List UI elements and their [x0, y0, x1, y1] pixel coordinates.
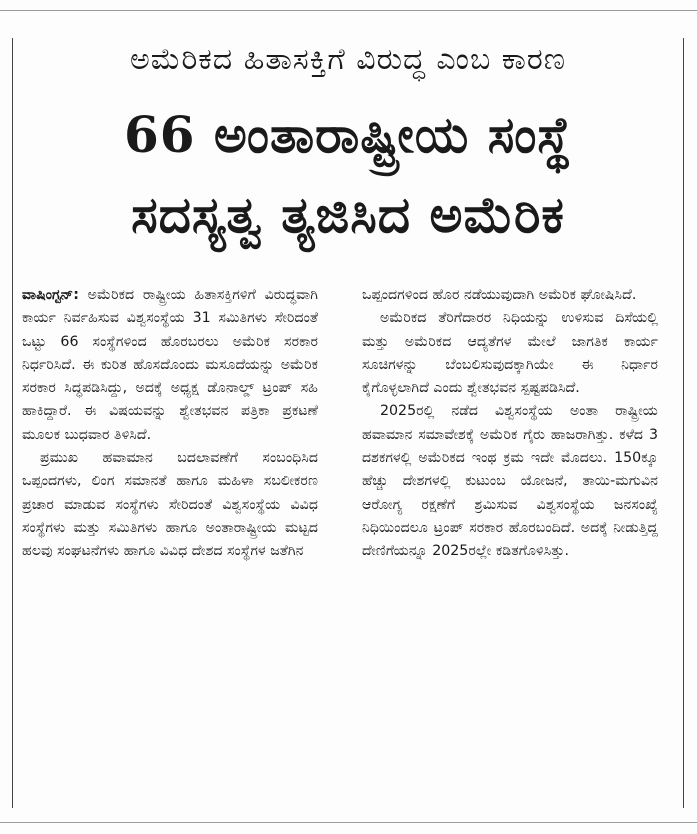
- paragraph-2: ಪ್ರಮುಖ ಹವಾಮಾನ ಬದಲಾವಣೆಗೆ ಸಂಬಂಧಿಸಿದ ಒಪ್ಪಂದಗಳು, ಲಿಂಗ ಸಮಾನತೆ ಹಾಗೂ ಮಹಿಳಾ ಸಬಲೀಕರಣ ಪ್ರಚಾರ ಮಾಡುವ ಸಂಸ್ಥೆಗಳು ಸೇರಿದಂತೆ ವಿಶ್ವಸಂಸ್ಥೆಯ ವಿವಿಧ ಸಂಸ್ಥೆಗಳು ಮತ್ತು ಸಮಿತಿಗಳು ಹಾಗೂ ಅಂತಾರಾಷ್ಟ್ರೀಯ ಮಟ್ಟದ ಹಲವು ಸಂಘಟನೆಗಳು ಹಾಗೂ ವಿವಿಧ ದೇಶದ ಸಂಸ್ಥೆಗಳ ಜತೆಗಿನ: [22, 450, 318, 560]
- headline-line-1: 66 ಅಂತಾರಾಷ್ಟ್ರೀಯ ಸಂಸ್ಥೆ: [123, 105, 573, 164]
- kicker-subheading: ಅಮೆರಿಕದ ಹಿತಾಸಕ್ತಿಗೆ ವಿರುದ್ಧ ಎಂಬ ಕಾರಣ: [129, 42, 567, 77]
- paragraph-2-continued: ಒಪ್ಪಂದಗಳಿಂದ ಹೊರ ನಡೆಯುವುದಾಗಿ ಅಮೆರಿಕ ಘೋಷಿಸಿದೆ.: [362, 287, 637, 303]
- dateline: ವಾಷಿಂಗ್ಟನ್:: [22, 287, 79, 303]
- paragraph-1-body: ಅಮೆರಿಕದ ರಾಷ್ಟ್ರೀಯ ಹಿತಾಸಕ್ತಿಗಳಿಗೆ ವಿರುದ್ಧವಾಗಿ ಕಾರ್ಯ ನಿರ್ವಹಿಸುವ ವಿಶ್ವಸಂಸ್ಥೆಯ 31 ಸಮಿತಿಗಳು ಸೇರಿದಂತೆ ಒಟ್ಟು 66 ಸಂಸ್ಥೆಗಳಿಂದ ಹೊರಬರಲು ಅಮೆರಿಕ ಸರಕಾರ ನಿರ್ಧರಿಸಿದೆ. ಈ ಕುರಿತ ಹೊಸದೊಂದು ಮಸೂದೆಯನ್ನು ಅಮೆರಿಕ ಸರಕಾರ ಸಿದ್ಧಪಡಿಸಿದ್ದು, ಅದಕ್ಕೆ ಅಧ್ಯಕ್ಷ ಡೊನಾಲ್ಡ್ ಟ್ರಂಪ್ ಸಹಿ ಹಾಕಿದ್ದಾರೆ. ಈ ವಿಷಯವನ್ನು ಶ್ವೇತಭವನ ಪತ್ರಿಕಾ ಪ್ರಕಟಣೆ ಮೂಲಕ ಬುಧವಾರ ತಿಳಿಸಿದೆ.: [22, 287, 318, 443]
- bottom-rule: [0, 822, 697, 823]
- body-column-1: [22, 284, 318, 812]
- right-column-rule: [683, 38, 684, 808]
- body-column-2: [362, 284, 658, 812]
- left-column-rule: [12, 38, 13, 808]
- headline-line-2: ಸದಸ್ಯತ್ವ ತ್ಯಜಿಸಿದ ಅಮೆರಿಕ: [131, 185, 565, 244]
- paragraph-3: ಅಮೆರಿಕದ ತೆರಿಗೆದಾರರ ನಿಧಿಯನ್ನು ಉಳಿಸುವ ದಿಸೆಯಲ್ಲಿ ಮತ್ತು ಅಮೆರಿಕದ ಆದ್ಯತೆಗಳ ಮೇಲೆ ಜಾಗತಿಕ ಕಾರ್ಯ ಸೂಚಿಗಳನ್ನು ಬೆಂಬಲಿಸುವುದಕ್ಕಾಗಿಯೇ ಈ ನಿರ್ಧಾರ ಕೈಗೊಳ್ಳಲಾಗಿದೆ ಎಂದು ಶ್ವೇತಭವನ ಸ್ಪಷ್ಟಪಡಿಸಿದೆ.: [362, 310, 658, 397]
- paragraph-4: 2025ರಲ್ಲಿ ನಡೆದ ವಿಶ್ವಸಂಸ್ಥೆಯ ಅಂತಾ ರಾಷ್ಟ್ರೀಯ ಹವಾಮಾನ ಸಮಾವೇಶಕ್ಕೆ ಅಮೆರಿಕ ಗೈರು ಹಾಜರಾಗಿತ್ತು. ಕಳೆದ 3 ದಶಕಗಳಲ್ಲಿ ಅಮೆರಿಕದ ಇಂಥ ಕ್ರಮ ಇದೇ ಮೊದಲು. 150ಕ್ಕೂ ಹೆಚ್ಚು ದೇಶಗಳಲ್ಲಿ ಕುಟುಂಬ ಯೋಜನೆ, ತಾಯಿ-ಮಗುವಿನ ಆರೋಗ್ಯ ರಕ್ಷಣೆಗೆ ಶ್ರಮಿಸುವ ವಿಶ್ವಸಂಸ್ಥೆಯ ಜನಸಂಖ್ಯೆ ನಿಧಿಯಿಂದಲೂ ಟ್ರಂಪ್ ಸರಕಾರ ಹೊರಬಂದಿದೆ. ಅದಕ್ಕೆ ನೀಡುತ್ತಿದ್ದ ದೇಣಿಗೆಯನ್ನೂ 2025ರಲ್ಲೇ ಕಡಿತಗೊಳಿಸಿತ್ತು.: [362, 403, 658, 560]
- top-rule: [0, 10, 697, 11]
- paragraph-1: [22, 284, 318, 447]
